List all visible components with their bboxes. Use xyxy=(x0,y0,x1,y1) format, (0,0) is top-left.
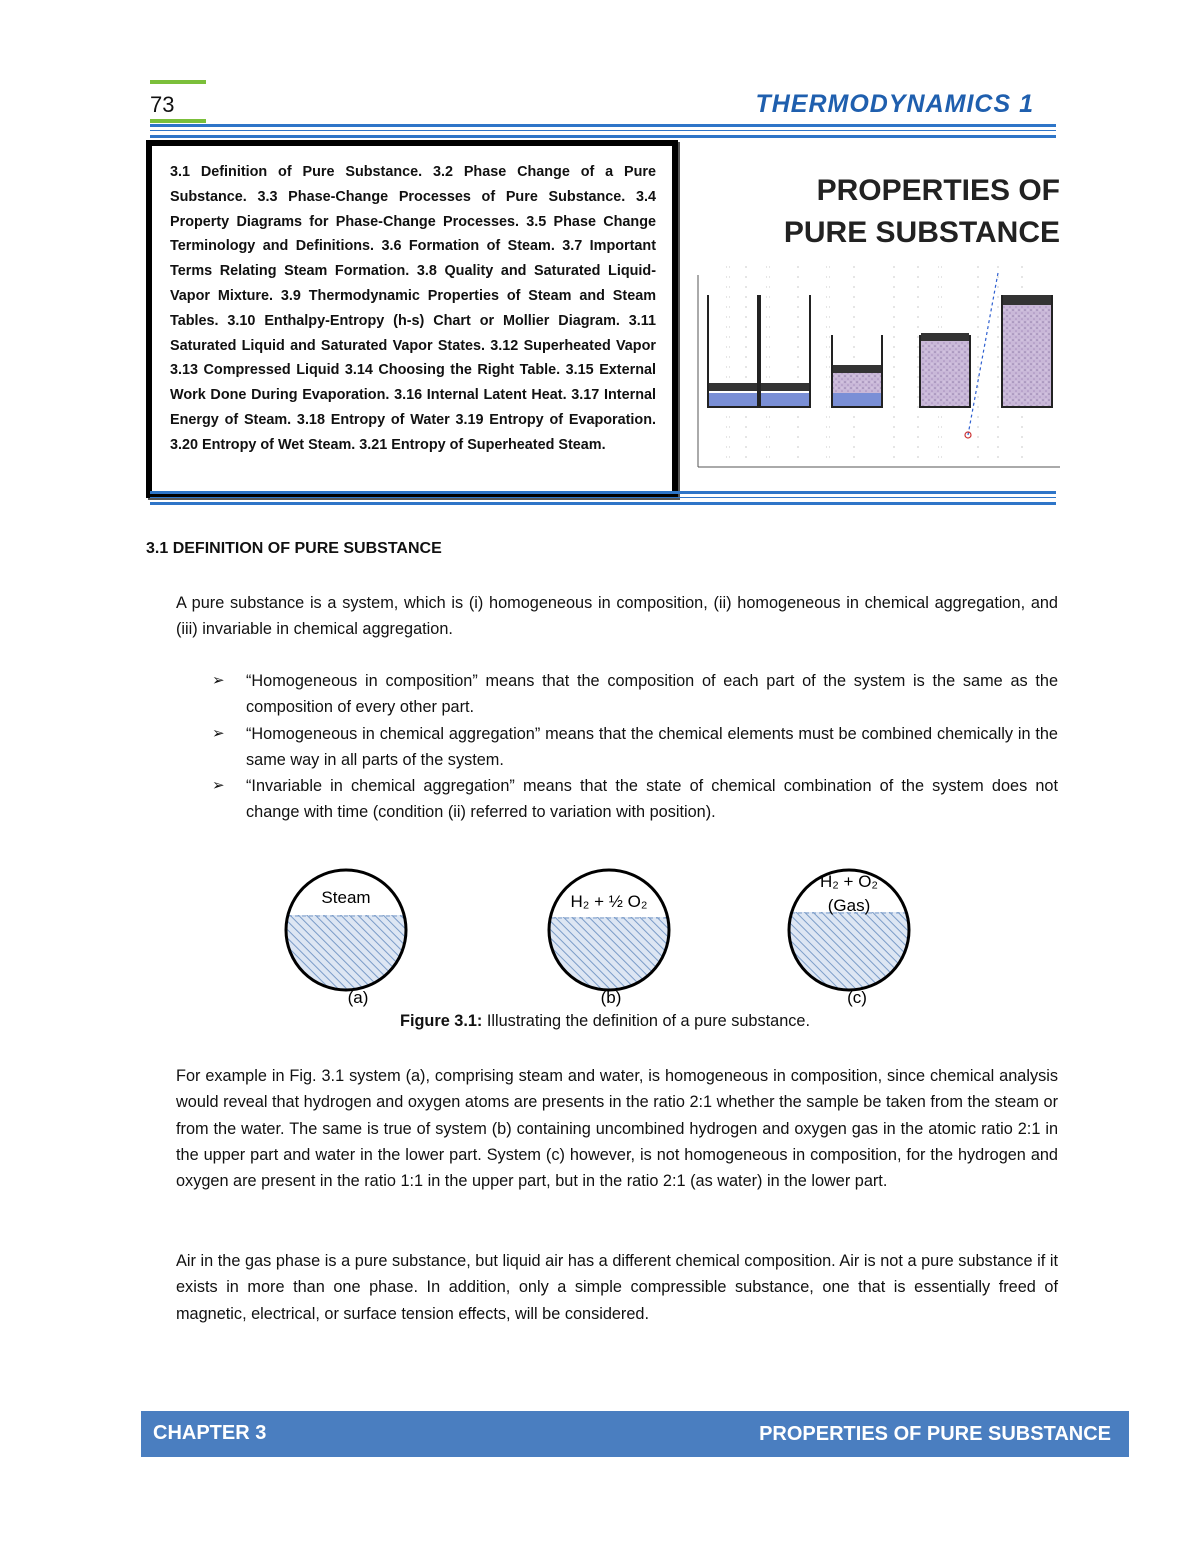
chapter-title-line-1: PROPERTIES OF xyxy=(816,174,1060,207)
page-number-bar-top xyxy=(150,80,206,84)
air-paragraph: Air in the gas phase is a pure substance, but liquid air has a different chemical composition. Air is not a pure substance if it exists in more than one phase. In addition, only a simple compressible substance, one that is essentially freed of magnetic, electrical, or surface tension effects, will be considered. xyxy=(176,1252,1058,1323)
figure-3-1 xyxy=(280,855,920,1015)
arrow-bullet-icon: ➢ xyxy=(212,777,225,795)
tag-b: (b) xyxy=(600,988,622,1007)
arrow-bullet-icon: ➢ xyxy=(212,672,225,689)
contents-box xyxy=(146,140,678,498)
list-item: ➢ “Homogeneous in chemical aggregation” means that the chemical elements must be combined chemically in the same way in all parts of the system. xyxy=(212,721,1058,774)
footer-chapter: CHAPTER 3 xyxy=(153,1422,267,1444)
page-number: 73 xyxy=(150,92,175,117)
circle-a xyxy=(280,870,420,1005)
circle-b xyxy=(540,870,680,1007)
contents-text: 3.1 Definition of Pure Substance. 3.2 Phase Change of a Pure Substance. 3.3 Phase-Change Processes of Pure Substance. 3.4 Property Diagrams for Phase-Change Processes. 3.5 Phase Change Terminology and Definitions. 3.6 Formation of Steam. 3.7 Important Terms Relating Steam Formation. 3.8 Quality and Saturated Liquid-Vapor Mixture. 3.9 Thermodynamic Properties of Steam and Steam Tables. 3.10 Enthalpy-Entropy (h-s) Chart or Mollier Diagram. 3.11 Saturated Liquid and Saturated Vapor States. 3.12 Superheated Vapor 3.13 Compressed Liquid 3.14 Choosing the Right Table. 3.15 External Work Done During Evaporation. 3.16 Internal Latent Heat. 3.17 Internal Energy of Steam. 3.18 Entropy of Water 3.19 Entropy of Evaporation. 3.20 Entropy of Wet Steam. 3.21 Entropy of Superheated Steam. xyxy=(170,164,656,453)
chapter-title-line-2: PURE SUBSTANCE xyxy=(783,216,1060,249)
list-item: ➢ “Homogeneous in composition” means that the composition of each part of the system is the same as the composition of every other part. xyxy=(212,668,1058,721)
section-rule-thin xyxy=(150,497,1056,498)
section-rule xyxy=(150,491,1056,494)
caption-text: Illustrating the definition of a pure substance. xyxy=(482,1012,810,1030)
section-rule xyxy=(150,502,1056,505)
tag-c: (c) xyxy=(847,988,867,1007)
page-number-bar-bottom xyxy=(150,119,206,123)
phase-change-diagram xyxy=(676,255,1060,485)
header-rule xyxy=(150,135,1056,138)
circle-b-label: H₂ + ½ O₂ xyxy=(570,892,648,911)
chapter-title xyxy=(784,170,1060,254)
list-item: ➢ “Invariable in chemical aggregation” means that the state of chemical combination of the system does not change with time (condition (ii) referred to variation with position). xyxy=(212,773,1058,826)
footer-title: PROPERTIES OF PURE SUBSTANCE xyxy=(759,1423,1111,1445)
circle-c-label-2: (Gas) xyxy=(827,896,871,915)
circle-c-label: H₂ + O₂ xyxy=(819,872,879,891)
header-rule-thin xyxy=(150,130,1056,131)
figure-caption xyxy=(176,1012,1034,1031)
example-paragraph: For example in Fig. 3.1 system (a), comprising steam and water, is homogeneous in composition, since chemical analysis would reveal that hydrogen and oxygen atoms are presents in the ratio 2:1 whether the sample be taken from the steam or from the water. The same is true of system (b) containing uncombined hydrogen and oxygen gas in the atomic ratio 2:1 in the upper part and water in the lower part. System (c) however, is not homogeneous in composition, for the hydrogen and oxygen are present in the ratio 1:1 in the upper part, but in the ratio 2:1 (as water) in the lower part. xyxy=(176,1067,1058,1191)
arrow-bullet-icon: ➢ xyxy=(212,724,225,742)
tag-a: (a) xyxy=(347,988,369,1007)
circle-c xyxy=(780,870,920,1007)
caption-label: Figure 3.1: xyxy=(400,1012,483,1030)
intro-paragraph: A pure substance is a system, which is (i) homogeneous in composition, (ii) homogeneous in chemical aggregation, and (iii) invariable in chemical aggregation. xyxy=(176,594,1058,639)
header-rule xyxy=(150,124,1056,127)
circle-a-label: Steam xyxy=(321,888,371,907)
footer-bar xyxy=(141,1411,1129,1457)
book-title: THERMODYNAMICS 1 xyxy=(755,90,1034,118)
section-heading: 3.1 DEFINITION OF PURE SUBSTANCE xyxy=(146,540,442,557)
definition-list xyxy=(212,668,1058,826)
